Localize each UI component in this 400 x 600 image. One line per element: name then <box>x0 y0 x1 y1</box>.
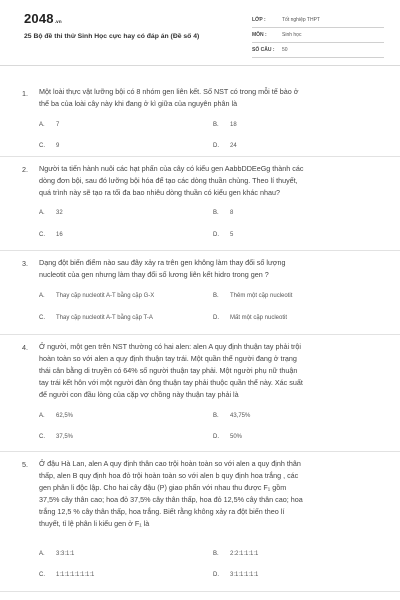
document-header <box>0 0 400 66</box>
option-text: 3:3:1:1 <box>56 551 75 557</box>
option-text: 37,5% <box>56 434 74 440</box>
option-letter: B. <box>213 551 219 557</box>
option-text: 16 <box>56 232 63 238</box>
option-d[interactable] <box>213 434 242 440</box>
option-c[interactable] <box>39 232 63 238</box>
option-letter: C. <box>39 143 45 149</box>
question-text <box>39 458 379 530</box>
question-line: gen phân li độc lập. Cho hai cây đậu (P) giao phấn với nhau thu được F₁ gồm <box>39 483 287 492</box>
option-letter: C. <box>39 572 45 578</box>
site-logo[interactable] <box>24 11 62 26</box>
question-number: 4. <box>22 343 28 352</box>
option-text: 8 <box>230 210 234 216</box>
option-a[interactable] <box>39 413 73 419</box>
option-text: 1:1:1:1:1:1:1:1 <box>56 572 95 578</box>
option-letter: A. <box>39 413 45 419</box>
option-b[interactable] <box>213 413 250 419</box>
option-text: Mất một cặp nucleotit <box>230 315 288 321</box>
option-letter: A. <box>39 122 45 128</box>
question-line: Dạng đột biến điểm nào sau đây xảy ra trên gen không làm thay đổi số lượng <box>39 258 286 267</box>
question-text <box>39 341 379 401</box>
question-number: 2. <box>22 165 28 174</box>
question-line: để người con đầu lòng của cặp vợ chồng này thuận tay phải là <box>39 390 239 399</box>
option-text: Thay cặp nucleotit A-T bằng cặp T-A <box>56 315 153 321</box>
question-line: Ở người, một gen trên NST thường có hai alen: alen A quy định thuận tay phải trội <box>39 342 302 351</box>
option-letter: D. <box>213 572 219 578</box>
option-letter: B. <box>213 122 219 128</box>
option-a[interactable] <box>39 551 74 557</box>
option-b[interactable] <box>213 293 292 299</box>
question-line: thấp, alen B quy định hoa đỏ trội hoàn toàn so với alen b quy định hoa trắng , các <box>39 471 299 480</box>
option-letter: D. <box>213 232 219 238</box>
option-text: 24 <box>230 143 237 149</box>
option-b[interactable] <box>213 122 237 128</box>
question-line: trắng 12,5 % cây thân thấp, hoa trắng. Biết rằng không xảy ra đột biến theo lí <box>39 507 285 516</box>
option-b[interactable] <box>213 551 258 557</box>
meta-value: Tốt nghiệp THPT <box>282 17 320 23</box>
option-text: Thay cặp nucleotit A-T bằng cặp G-X <box>56 293 155 299</box>
option-c[interactable] <box>39 572 94 578</box>
question-text <box>39 163 379 199</box>
option-d[interactable] <box>213 572 258 578</box>
option-letter: A. <box>39 551 45 557</box>
question-line: thái cân bằng di truyền có 64% số người thuận tay phải. Một người phụ nữ thuận <box>39 366 298 375</box>
meta-row-subject <box>252 28 384 43</box>
question-number: 1. <box>22 89 28 98</box>
question-line: Một loài thực vật lưỡng bội có 8 nhóm gen liên kết. Số NST có trong mỗi tế bào ở <box>39 87 299 96</box>
option-b[interactable] <box>213 210 233 216</box>
question-item <box>0 157 400 251</box>
option-letter: C. <box>39 434 45 440</box>
option-text: 50% <box>230 434 243 440</box>
option-d[interactable] <box>213 143 237 149</box>
option-text: 2:2:1:1:1:1 <box>230 551 259 557</box>
option-letter: C. <box>39 232 45 238</box>
meta-label: MÔN : <box>252 32 267 38</box>
option-letter: B. <box>213 210 219 216</box>
option-letter: B. <box>213 293 219 299</box>
question-number: 5. <box>22 460 28 469</box>
logo-suffix: .vn <box>54 19 62 24</box>
option-letter: A. <box>39 210 45 216</box>
document-title: 25 Bộ đề thi thử Sinh Học cực hay có đáp án (Đề số 4) <box>24 33 200 40</box>
question-line: hoàn toàn so với alen a quy định thuận tay trái. Một quần thể người đang ở trạng <box>39 354 297 363</box>
option-a[interactable] <box>39 122 59 128</box>
question-line: quá trình này sẽ tạo ra tối đa bao nhiêu dòng thuần có kiểu gen khác nhau? <box>39 188 280 197</box>
logo-text: 2048 <box>24 11 54 26</box>
question-line: thuyết, tỉ lệ phân li kiểu gen ở F₁ là <box>39 519 150 528</box>
option-text: 5 <box>230 232 234 238</box>
meta-row-class <box>252 13 384 28</box>
meta-value: Sinh học <box>282 32 302 38</box>
question-line: nucleotit của gen nhưng làm thay đổi số lương liên kết hidro trong gen ? <box>39 270 269 279</box>
meta-row-question-count <box>252 43 384 58</box>
option-text: 3:1:1:1:1:1 <box>230 572 259 578</box>
question-line: 37,5% cây thân cao; hoa đỏ 37,5% cây thân thấp, hoa đỏ 12,5% cây thân cao; hoa <box>39 495 303 504</box>
question-line: Ở đậu Hà Lan, alen A quy định thân cao trội hoàn toàn so với alen a quy định thân <box>39 459 301 468</box>
option-letter: C. <box>39 315 45 321</box>
option-c[interactable] <box>39 143 59 149</box>
option-c[interactable] <box>39 434 73 440</box>
option-d[interactable] <box>213 315 287 321</box>
option-letter: D. <box>213 143 219 149</box>
question-line: dòng đơn bội, sau đó lưỡng bội hóa để tạo các dòng thuần chủng. Theo lí thuyết, <box>39 176 298 185</box>
option-c[interactable] <box>39 315 153 321</box>
option-text: 32 <box>56 210 63 216</box>
meta-value: 50 <box>282 47 288 53</box>
document-meta <box>252 13 384 58</box>
option-text: 9 <box>56 143 60 149</box>
option-d[interactable] <box>213 232 233 238</box>
meta-label: SỐ CÂU : <box>252 47 275 53</box>
option-letter: D. <box>213 315 219 321</box>
option-letter: A. <box>39 293 45 299</box>
option-text: Thêm một cặp nucleotit <box>230 293 293 299</box>
question-item <box>0 251 400 335</box>
option-text: 18 <box>230 122 237 128</box>
question-line: thể ba của loài cây này khi đang ở kì giữa của nguyên phân là <box>39 99 238 108</box>
option-text: 7 <box>56 122 60 128</box>
option-letter: B. <box>213 413 219 419</box>
question-item <box>0 78 400 157</box>
question-item <box>0 452 400 592</box>
option-text: 43,75% <box>230 413 251 419</box>
option-text: 62,5% <box>56 413 74 419</box>
question-text <box>39 86 379 110</box>
question-number: 3. <box>22 259 28 268</box>
meta-label: LỚP : <box>252 17 266 23</box>
question-text <box>39 257 379 281</box>
option-a[interactable] <box>39 210 63 216</box>
option-a[interactable] <box>39 293 154 299</box>
question-item <box>0 335 400 452</box>
option-letter: D. <box>213 434 219 440</box>
question-line: tay trái kết hôn với một người đàn ông thuận tay phải thuộc quần thể này. Xác suất <box>39 378 303 387</box>
question-line: Người ta tiến hành nuôi các hạt phấn của cây có kiểu gen AabbDDEeGg thành các <box>39 164 304 173</box>
